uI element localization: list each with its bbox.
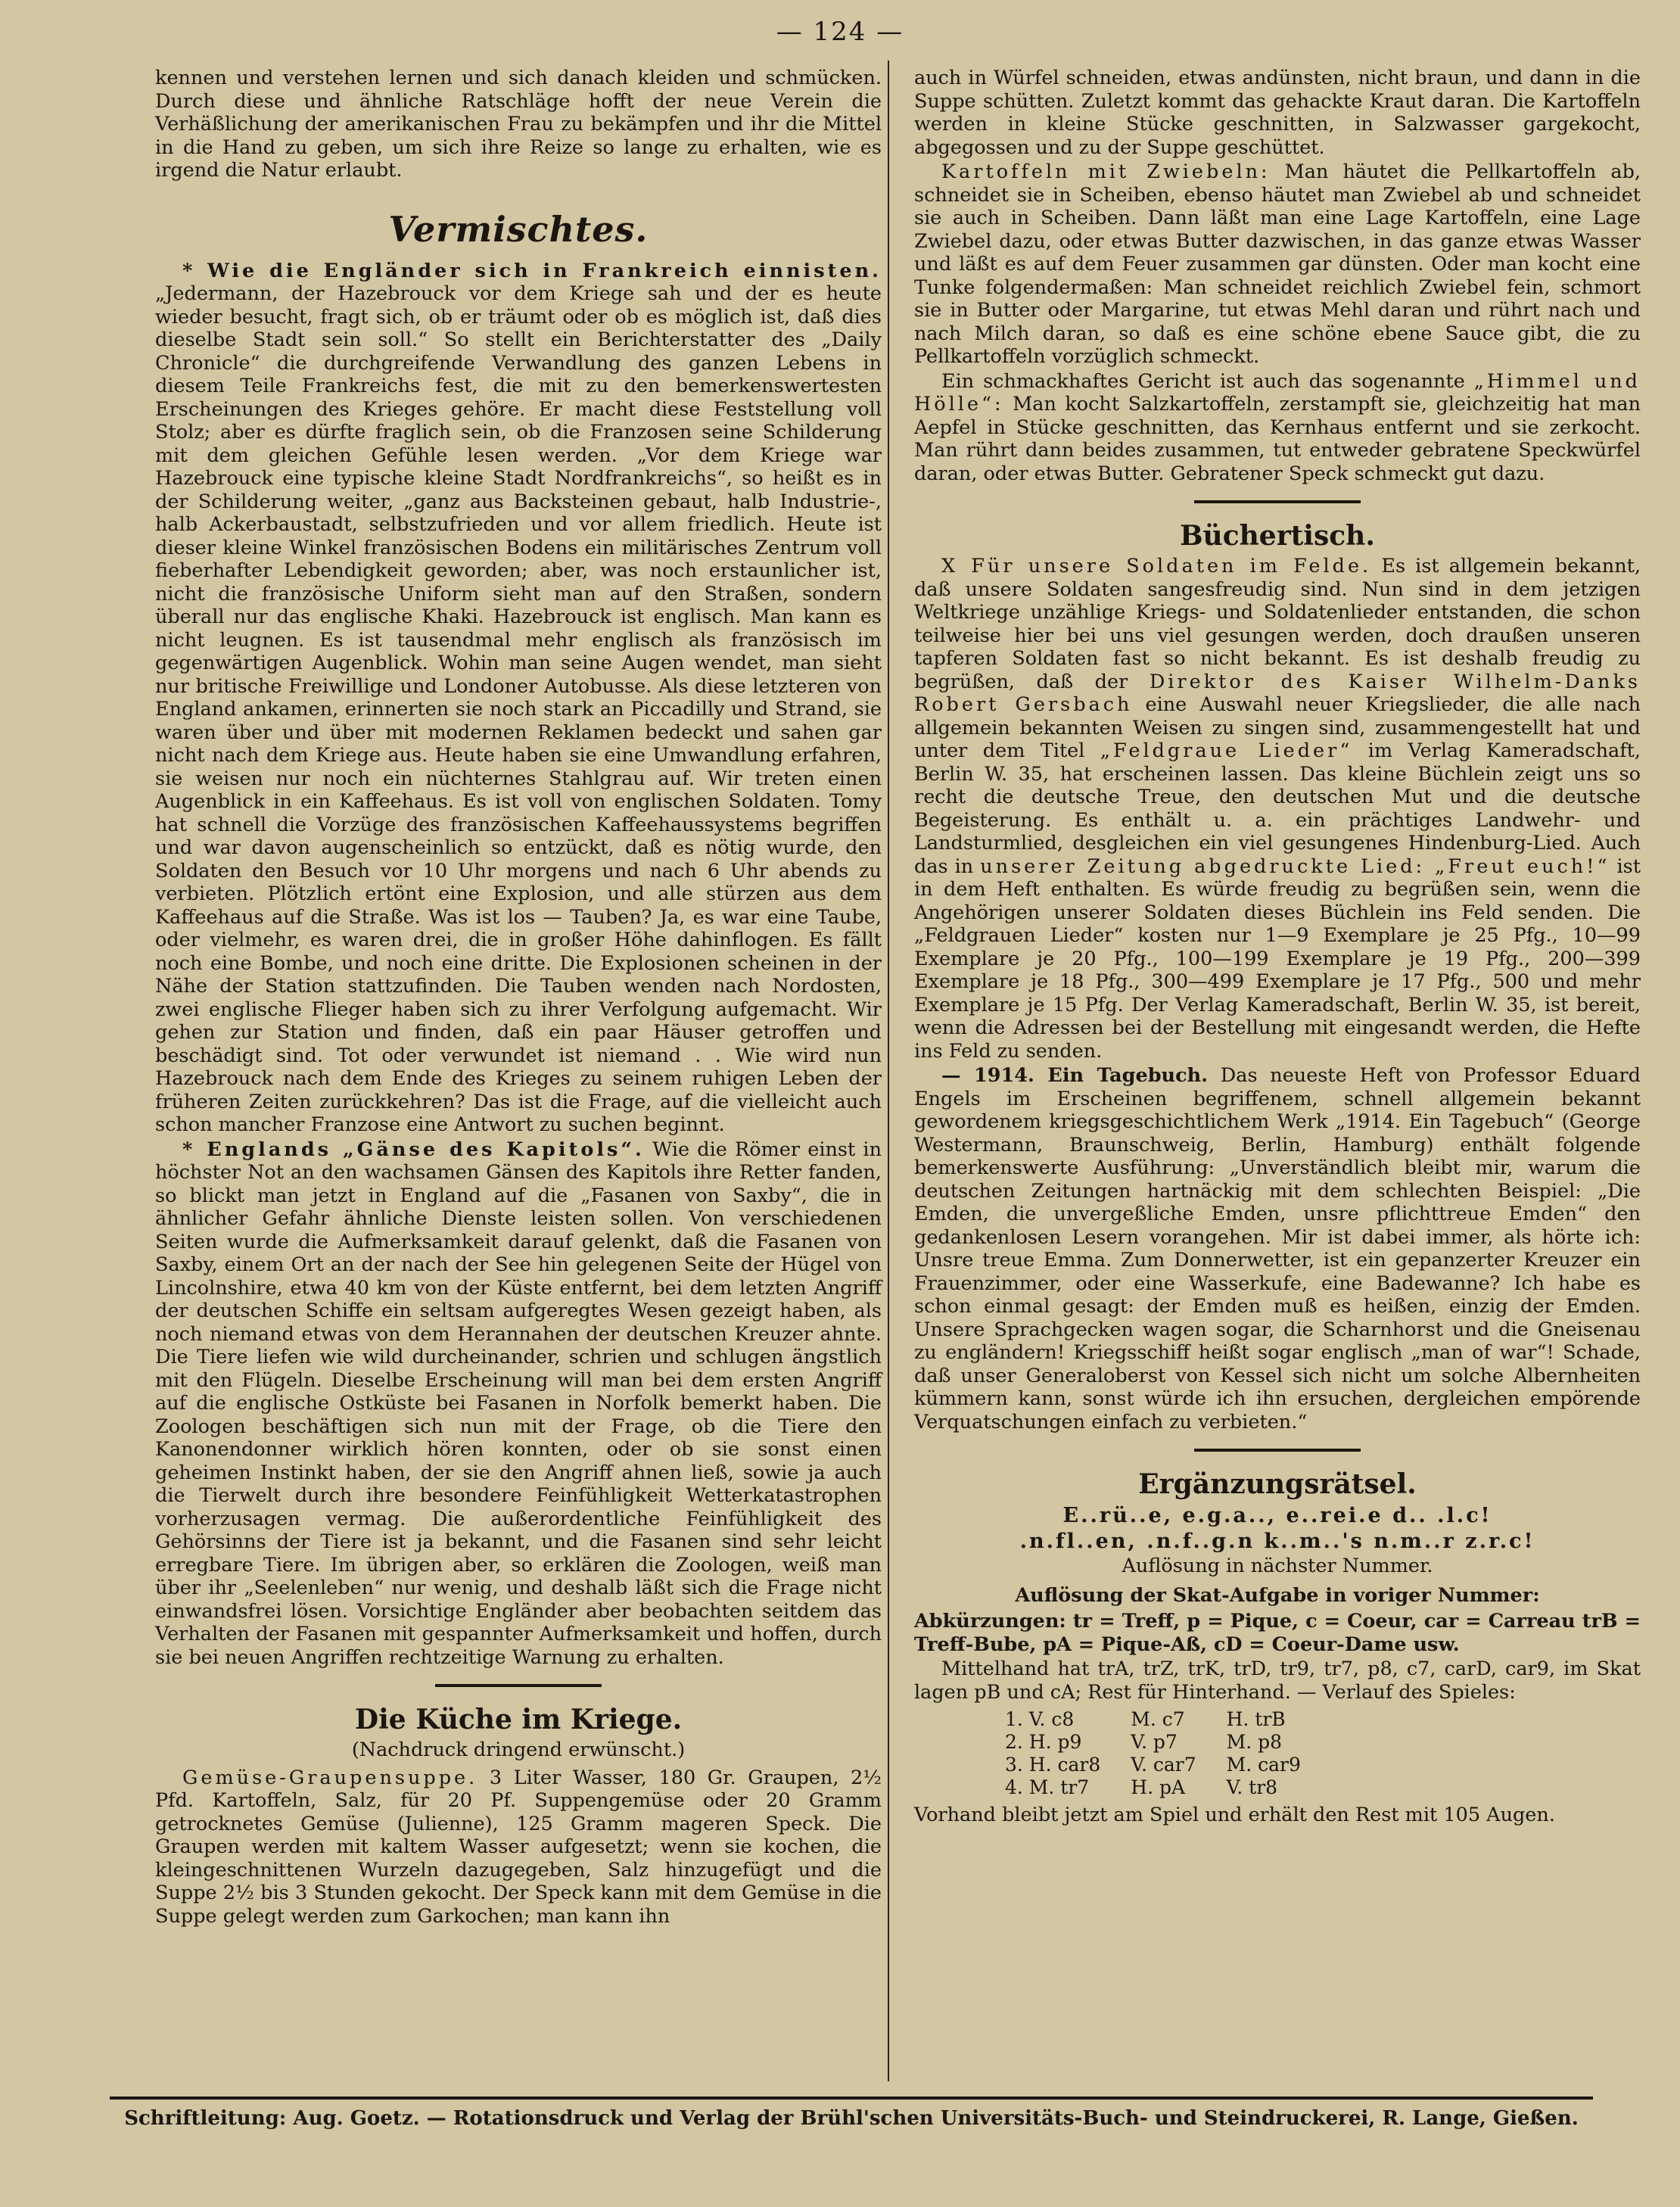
review-lead: X Für unsere Soldaten im Felde. [941,555,1372,577]
move-cell: 4. M. tr7 [1005,1776,1090,1798]
table-row [1005,1754,1331,1776]
riddle-line-1: E..rü..e, e.g.a.., e..rei.e d.. .l.c! [1062,1504,1492,1527]
recipe-intro: Ein schmackhaftes Gericht ist auch das sogenannte [941,369,1465,393]
separator-line [435,1684,602,1687]
table-row [1005,1731,1331,1754]
review-title: „Feldgraue Lieder“ [1100,739,1353,762]
move-cell: V. tr8 [1226,1776,1278,1798]
table-row [1005,1708,1331,1731]
review-lead: — 1914. Ein Tagebuch. [941,1064,1209,1087]
riddle-line-2: .n.fl..en, .n.f..g.n k..m..'s n.m..r z.r.c! [1019,1530,1535,1553]
move-cell: 3. H. car8 [1005,1754,1101,1776]
article-gaense [155,1138,882,1670]
section-heading-vermischtes: Vermischtes. [388,208,649,250]
move-cell: 1. V. c8 [1005,1708,1075,1730]
kitchen-subtitle: (Nachdruck dringend erwünscht.) [351,1739,686,1761]
separator-line [1194,1449,1361,1452]
move-cell: H. trB [1226,1708,1286,1730]
recipe-lead: Kartoffeln mit Zwiebeln: [941,160,1271,183]
page-number: — 124 — [776,17,904,47]
article-lead: * Wie die Engländer sich in Frankreich einnisten. [182,259,882,282]
skat-result: Vorhand bleibt jetzt am Spiel und erhält den Rest mit 105 Augen. [914,1804,1555,1826]
move-cell: M. p8 [1226,1731,1283,1753]
recipe-body: Man häutet die Pellkartoffeln ab, schneidet sie in Scheiben, ebenso häutet man Zwiebel ab und schneidet sie auch in Scheiben. Dann läßt man eine Lage Kartoffeln, eine Lage Zwiebel dazu, oder etwas Butter dazwischen, in das ganze etwas Wasser und läßt es auf dem Feuer zusammen gar dünsten. Oder man kocht eine Tunke folgendermaßen: Man schneidet reichlich Zwiebel fein, schmort sie in Butter oder Margarine, tut etwas Mehl daran und rührt nach und nach Milch daran, so daß es eine schöne ebene Sauce gibt, die zu Pellkartoffeln vorzüglich schmeckt. [914,160,1641,368]
skat-heading: Auflösung der Skat-Aufgabe in voriger Nummer: [1015,1583,1540,1607]
move-cell: 2. H. p9 [1005,1731,1082,1753]
imprint-footer: Schriftleitung: Aug. Goetz. — Rotationsdruck und Verlag der Brühl'schen Universitäts-Buch- und Steindruckerei, R. Lange, Gießen. [110,2096,1593,2131]
left-column [155,67,882,1929]
review-text: Es ist allgemein bekannt, daß unsere Soldaten sangesfreudig sind. Nun sind in dem jetzigen Weltkriege unzählige Kriegs- und Soldatenlieder entstanden, die schon teilweise hier bei uns viel gesungen werden, doch draußen unseren tapferen Soldaten fast so nicht bekannt. Es ist deshalb freudig zu begrüßen, daß der [914,555,1641,693]
move-cell: V. car7 [1131,1754,1196,1776]
review-text: im Verlag Kameradschaft, Berlin W. 35, hat erscheinen lassen. Das kleine Büchlein zeigt uns so recht die deutsche Treue, den deutschen Mut und die deutsche Begeisterung. Es enthält u. a. ein prächtiges Landwehr- und Landsturmlied, desgleichen ein viel gesungenes Hindenburg-Lied. Auch das in [914,739,1641,878]
skat-moves-table [1005,1708,1331,1799]
intro-paragraph: kennen und verstehen lernen und sich danach kleiden und schmücken. Durch diese und ähnliche Ratschläge hofft der neue Verein die Verhäßlichung der amerikanischen Frau zu bekämpfen und ihr die Mittel in die Hand zu geben, um sich ihre Reize so lange zu erhalten, wie es irgend die Natur erlaubt. [155,67,882,182]
review-text: Das neueste Heft von Professor Eduard Engels im Erscheinen begriffenem, schnell allgemein bekannt gewordenem kriegsgeschichtlichem Werk „1914. Ein Tagebuch“ (George Westermann, Braunschweig, Berlin, Hamburg) enthält folgende bemerkenswerte Ausführung: „Unverständlich bleibt mir, warum die deutschen Zeitungen hartnäckig mit dem schlechten Beispiel: „Die Emden, die unvergeßliche Emden, unsre pflichttreue Emden“ den gedankenlosen Lesern vorangehen. Mir ist dabei immer, als hörte ich: Unsre treue Emma. Zum Donnerwetter, ist ein gepanzerter Kreuzer ein Frauenzimmer, oder eine Wasserkufe, eine Badewanne? Ich habe es schon einmal gesagt: der Emden muß es heißen, einzig der Emden. Unsere Sprachgecken wagen sogar, die Scharnhorst und die Gneisenau zu engländern! Kriegsschiff heißt sogar englisch „man of war“! Schade, daß unser Generaloberst von Kessel sich nicht um solche Albernheiten kümmern kann, sonst würde ich ihn ersuchen, dergleichen empörende Verquatschungen einfach zu verbieten.“ [914,1064,1641,1433]
review-text: eine Auswahl neuer Kriegslieder, die alle nach allgemein bekannten Weisen zu singen sind, zusammengestellt hat und unter dem Titel [914,693,1641,762]
recipe-lead: Gemüse-Graupensuppe. [182,1766,478,1789]
table-row [1005,1776,1331,1799]
recipe-body: Man kocht Salzkartoffeln, zerstampft sie, gleichzeitig hat man Aepfel in Stücke geschnitten, das Kernhaus entfernt und sie zerkocht. Man rührt dann beides zusammen, tut entweder gebratene Speckwürfel daran, oder etwas Butter. Gebratener Speck schmeckt gut dazu. [914,393,1641,485]
section-heading-kueche: Die Küche im Kriege. [354,1704,683,1735]
separator-line [1194,500,1361,503]
recipe-himmel-hoelle [914,370,1641,486]
article-body: Wie die Römer einst in höchster Not an den wachsamen Gänsen des Kapitols ihre Retter fanden, so blickt man jetzt in England auf die „Fasanen von Saxby“, die in ähnlicher Gefahr ähnliche Dienste leisten sollen. Von verschiedenen Seiten wurde die Aufmerksamkeit darauf gelenkt, daß die Fasanen von Saxby, einem Ort an der nach der See hin gelegenen Seite der Hügel von Lincolnshire, etwa 40 km von der Küste entfernt, bei dem letzten Angriff der deutschen Schiffe ein seltsam aufgeregtes Wesen gezeigt haben, als noch niemand etwas von dem Herannahen der deutschen Kreuzer ahnte. Die Tiere liefen wie wild durcheinander, schrien und schlugen ängstlich mit den Flügeln. Dieselbe Erscheinung will man bei dem ersten Angriff auf die englische Ostküste bei Fasanen in Norfolk bemerkt haben. Die Zoologen beschäftigen sich nun mit der Frage, ob die Tiere den Kanonendonner wirklich hören konnten, oder ob sie sonst einen geheimen Instinkt haben, der sie den Angriff ahnen ließ, sowie ja auch die Tierwelt durch ihre besondere Feinfühligkeit Wetterkatastrophen vorherzusagen vermag. Die außerordentliche Feinfühligkeit des Gehörsinns der Tiere ist ja bekannt, und die Fasanen sind sehr leicht erregbare Tiere. Im übrigen aber, so erklären die Zoologen, weiß man über ihr „Seelenleben“ nur wenig, und deshalb läßt sich die Frage nicht einwandsfrei lösen. Vorsichtige Engländer aber beobachten seitdem das Verhalten der Fasanen mit gespannter Aufmerksamkeit und hoffen, durch sie bei neuen Angriffen rechtzeitige Warnung zu erhalten. [155,1138,882,1669]
review-author: Direktor des Kaiser Wilhelm-Danks Robert Gersbach [914,670,1641,716]
book-review-lieder [914,555,1641,1063]
recipe-lead: „Himmel und Hölle“: [914,369,1641,416]
move-cell: M. c7 [1131,1708,1185,1730]
right-column [914,67,1641,1829]
section-heading-buechertisch: Büchertisch. [1180,520,1375,552]
riddle-note: Auflösung in nächster Nummer. [1122,1555,1433,1577]
review-song: unserer Zeitung abgedruckte Lied: „Freut euch!“ [980,854,1610,878]
article-lead: * Englands „Gänse des Kapitols“. [182,1138,645,1161]
article-englaender [155,260,882,1137]
book-review-tagebuch [914,1064,1641,1433]
recipe-continuation: auch in Würfel schneiden, etwas andünsten, nicht braun, und dann in die Suppe schütten. Zuletzt kommt das gehackte Kraut daran. Die Kartoffeln werden in kleine Stücke geschnitten, in Salzwasser gargekocht, abgegossen und zu der Suppe geschüttet. [914,67,1641,159]
move-cell: H. pA [1131,1776,1186,1798]
recipe-body: 3 Liter Wasser, 180 Gr. Graupen, 2½ Pfd. Kartoffeln, Salz, für 20 Pf. Suppengemüse oder 20 Gramm getrocknetes Gemüse (Julienne), 125 Gramm mageren Speck. Die Graupen werden mit kaltem Wasser aufgesetzt; wenn sie kochen, die kleingeschnittenen Wurzeln dazugegeben, Salz hinzugefügt und die Suppe 2½ bis 3 Stunden gekocht. Der Speck kann mit dem Gemüse in die Suppe gelegt werden zum Garkochen; man kann ihn [155,1766,882,1928]
move-cell: M. car9 [1226,1754,1301,1776]
article-body: „Jedermann, der Hazebrouck vor dem Kriege sah und der es heute wieder besucht, fragt sich, ob er träumt oder ob es möglich ist, daß dies dieselbe Stadt sein soll.“ So stellt ein Berichterstatter des „Daily Chronicle“ die durchgreifende Verwandlung des ganzen Lebens in diesem Teile Frankreichs fest, die mit zu den bemerkenswertesten Erscheinungen des Krieges gehöre. Er macht diese Feststellung voll Stolz; aber es dürfte fraglich sein, ob die Franzosen seine Schilderung mit dem gleichen Gefühle lesen werden. „Vor dem Kriege war Hazebrouck eine typische kleine Stadt Nordfrankreichs“, so heißt es in der Schilderung weiter, „ganz aus Backsteinen gebaut, halb Industrie-, halb Ackerbaustadt, selbstzufrieden und vor allem friedlich. Heute ist dieser kleine Winkel französischen Bodens ein militärisches Zentrum voll fieberhafter Lebendigkeit geworden; aber, was noch erstaunlicher ist, nicht die französische Uniform sieht man auf den Straßen, sondern überall nur das englische Khaki. Hazebrouck ist englisch. Man kann es nicht leugnen. Es ist tausendmal mehr englisch als französisch im gegenwärtigen Augenblick. Wohin man seine Augen wendet, man sieht nur britische Freiwillige und Londoner Autobusse. Als diese letzteren von England ankamen, erinnerten sie noch stark an Piccadilly und Strand, sie waren über und über mit modernen Reklamen bedeckt und sahen gar nicht nach dem Kriege aus. Heute haben sie eine Umwandlung erfahren, sie weisen nur noch ein nüchternes Stahlgrau auf. Wir treten einen Augenblick in ein Kaffeehaus. Es ist voll von englischen Soldaten. Tomy hat schnell die Vorzüge des französischen Kaffeehaussystems begriffen und war davon augenscheinlich so entzückt, daß es nötig wurde, den Soldaten den Besuch vor 10 Uhr morgens und nach 6 Uhr abends zu verbieten. Plötzlich ertönt eine Explosion, und alle stürzen aus dem Kaffeehaus auf die Straße. Was ist los — Tauben? Ja, es war eine Taube, oder vielmehr, es waren drei, die in großer Höhe dahinflogen. Es fällt noch eine Bombe, und noch eine dritte. Die Explosionen scheinen in der Nähe der Station stattzufinden. Die Tauben wenden nach Nordosten, zwei englische Flieger haben sich zu ihrer Verfolgung aufgemacht. Wir gehen zur Station und finden, daß ein paar Häuser getroffen und beschädigt sind. Tot oder verwundet ist niemand . . Wie wird nun Hazebrouck nach dem Ende des Krieges zu seinem ruhigen Leben der früheren Zeiten zurückkehren? Das ist die Frage, auf die vielleicht auch schon mancher Franzose eine Antwort zu suchen beginnt. [155,282,882,1136]
skat-abbreviations: Abkürzungen: tr = Treff, p = Pique, c = Coeur, car = Carreau trB = Treff-Bube, pA = Pique-Aß, cD = Coeur-Dame usw. [914,1610,1641,1656]
recipe-kartoffeln [914,160,1641,369]
section-heading-raetsel: Ergänzungsrätsel. [1138,1468,1417,1500]
skat-description: Mittelhand hat trA, trZ, trK, trD, tr9, tr7, p8, c7, carD, car9, im Skat lagen pB und cA; Rest für Hinterhand. — Verlauf des Spieles: [914,1658,1641,1704]
move-cell: V. p7 [1131,1731,1178,1753]
column-divider [888,61,889,2081]
recipe-graupensuppe [155,1767,882,1928]
review-text: ist in dem Heft enthalten. Es würde freudig zu begrüßen sein, wenn die Angehörigen unserer Soldaten dieses Büchlein ins Feld senden. Die „Feldgrauen Lieder“ kosten nur 1—9 Exemplare je 25 Pfg., 10—99 Exemplare je 20 Pfg., 100—199 Exemplare je 19 Pfg., 200—399 Exemplare je 18 Pfg., 300—499 Exemplare je 17 Pfg., 500 und mehr Exemplare je 15 Pfg. Der Verlag Kameradschaft, Berlin W. 35, ist bereit, wenn die Adressen bei der Bestellung mit eingesandt werden, die Hefte ins Feld zu senden. [914,854,1641,1063]
